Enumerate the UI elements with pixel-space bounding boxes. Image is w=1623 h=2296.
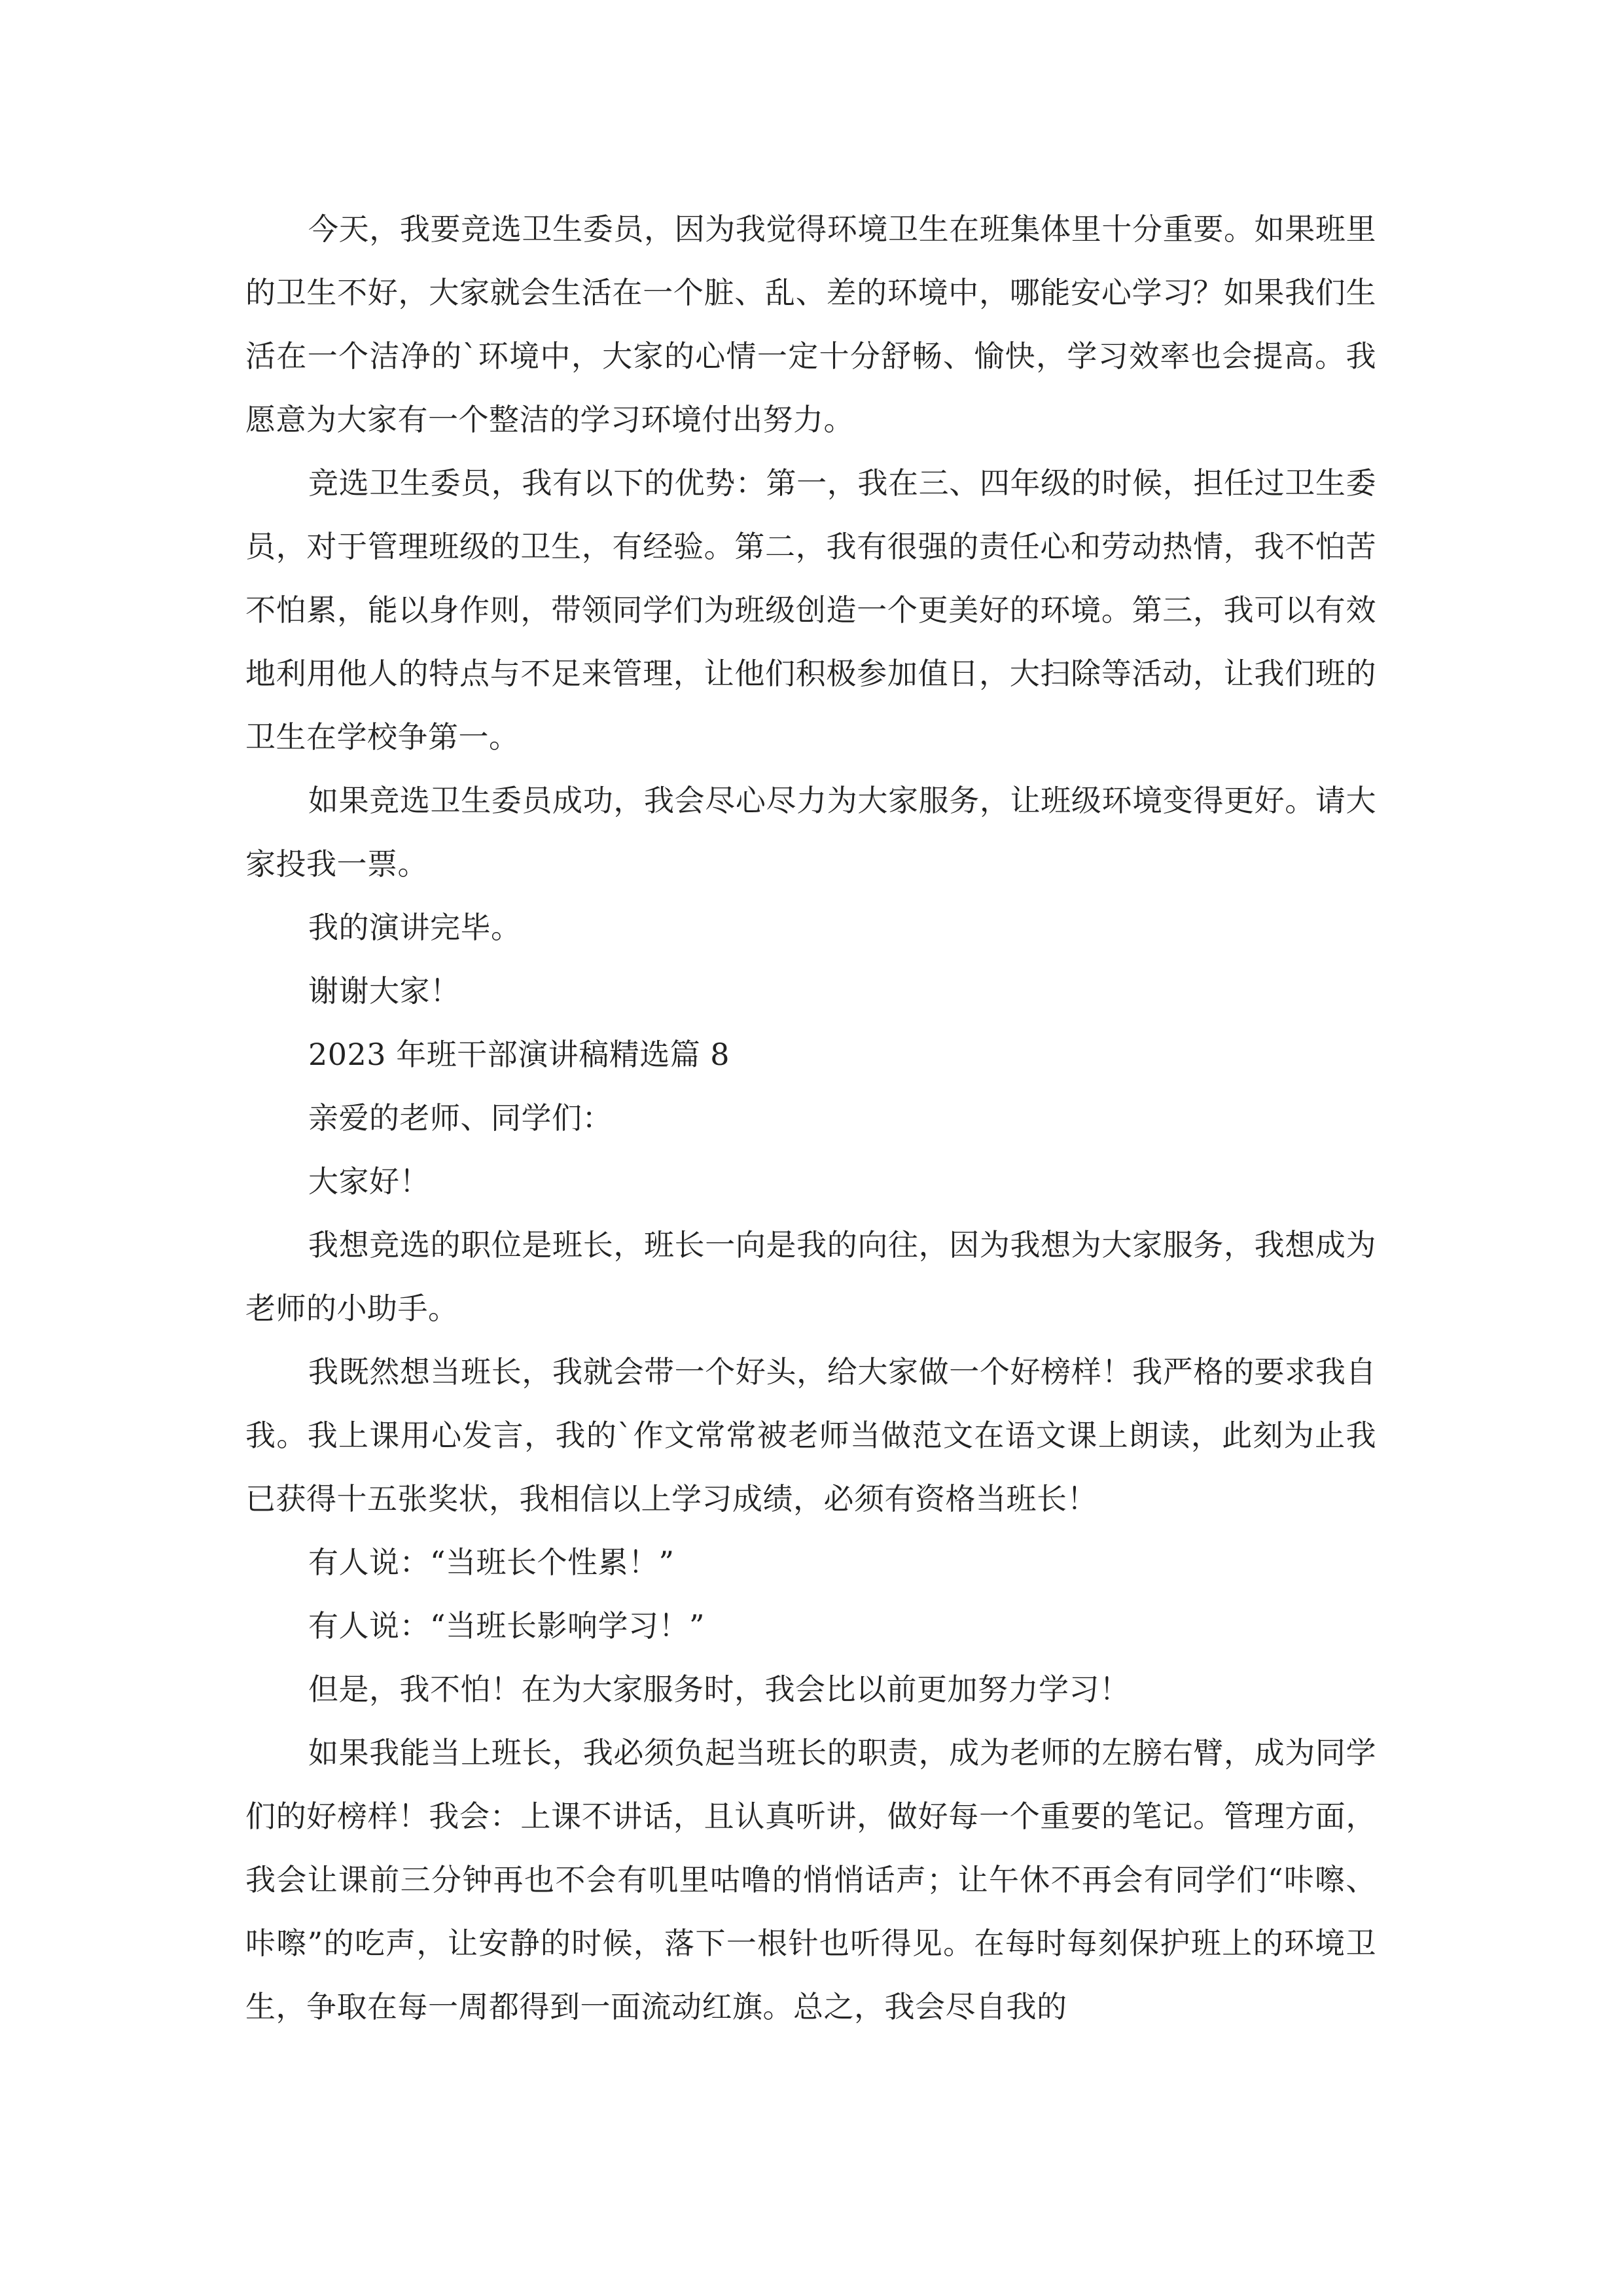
salutation: 亲爱的老师、同学们：: [308, 1100, 613, 1136]
section-heading: 2023 年班干部演讲稿精选篇 8: [308, 1037, 730, 1072]
paragraph: 竞选卫生委员，我有以下的优势：第一，我在三、四年级的时候，担任过卫生委员，对于管理班级的卫生，有经验。第二，我有很强的责任心和劳动热情，我不怕苦不怕累，能以身作则，带领同学们为班级创造一个更美好的环境。第三，我可以有效地利用他人的特点与不足来管理，让他们积极参加值日，大扫除等活动，让我们班的卫生在学校争第一。: [245, 465, 1376, 755]
paragraph: 有人说：“当班长个性累！”: [308, 1545, 675, 1580]
paragraph: 谢谢大家！: [308, 973, 461, 1009]
document-body: [245, 198, 1376, 2039]
paragraph: 我想竞选的职位是班长，班长一向是我的向往，因为我想为大家服务，我想成为老师的小助手。: [245, 1227, 1376, 1326]
paragraph: 但是，我不怕！在为大家服务时，我会比以前更加努力学习！: [308, 1672, 1130, 1707]
paragraph: 我的演讲完毕。: [308, 910, 522, 945]
paragraph: 如果我能当上班长，我必须负起当班长的职责，成为老师的左膀右臂，成为同学们的好榜样！我会：上课不讲话，且认真听讲，做好每一个重要的笔记。管理方面，我会让课前三分钟再也不会有叽里咕噜的悄悄话声；让午休不再会有同学们“咔嚓、咔嚓”的吃声，让安静的时候，落下一根针也听得见。在每时每刻保护班上的环境卫生，争取在每一周都得到一面流动红旗。总之，我会尽自我的: [245, 1735, 1376, 2024]
paragraph: 我既然想当班长，我就会带一个好头，给大家做一个好榜样！我严格的要求我自我。我上课用心发言，我的`作文常常被老师当做范文在语文课上朗读，此刻为止我已获得十五张奖状，我相信以上学习成绩，必须有资格当班长！: [245, 1354, 1376, 1516]
paragraph: 今天，我要竞选卫生委员，因为我觉得环境卫生在班集体里十分重要。如果班里的卫生不好，大家就会生活在一个脏、乱、差的环境中，哪能安心学习？如果我们生活在一个洁净的`环境中，大家的心情一定十分舒畅、愉快，学习效率也会提高。我愿意为大家有一个整洁的学习环境付出努力。: [245, 211, 1376, 437]
paragraph: 如果竞选卫生委员成功，我会尽心尽力为大家服务，让班级环境变得更好。请大家投我一票。: [245, 783, 1376, 882]
greeting: 大家好！: [308, 1164, 430, 1199]
paragraph: 有人说：“当班长影响学习！”: [308, 1608, 705, 1643]
